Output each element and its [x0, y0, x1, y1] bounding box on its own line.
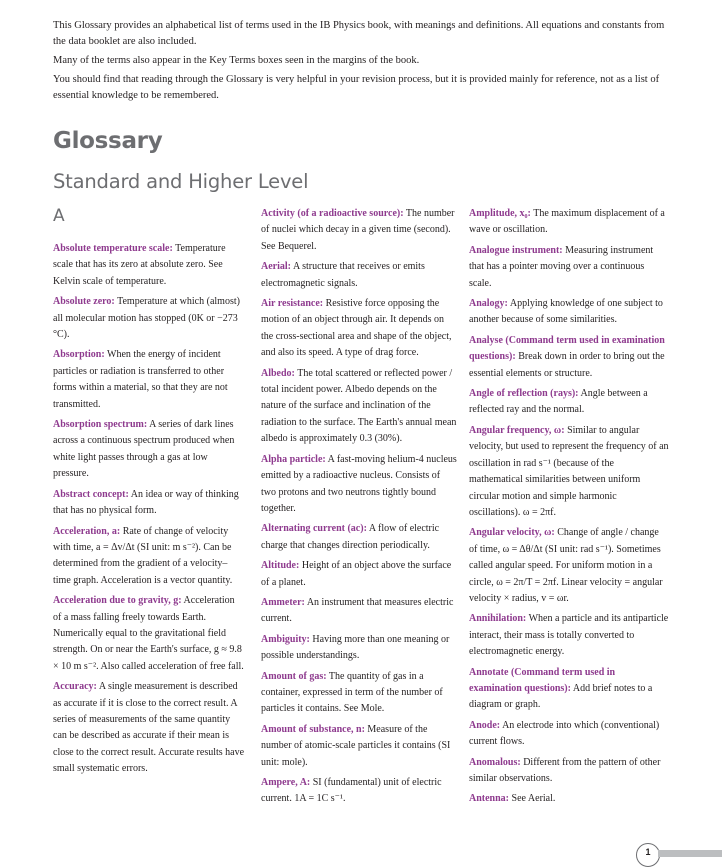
glossary-entry [53, 524, 245, 590]
entry-text: A fast-moving helium-4 nucleus emitted by a radioactive nucleus. Consists of two protons and two neutrons tightly bound together. [261, 453, 457, 514]
entry-text: A flow of electric charge that changes direction periodically. [261, 523, 440, 551]
entry-term: Absolute temperature scale: [53, 243, 173, 254]
entry-text: Temperature scale that has its zero at absolute zero. See Kelvin scale of temperature. [53, 243, 226, 287]
entry-term: Amplitude, x₀: [469, 208, 531, 219]
glossary-entry [261, 632, 457, 665]
glossary-entry [469, 718, 669, 751]
glossary-column-1 [53, 206, 245, 782]
glossary-entry [53, 487, 245, 520]
glossary-entry [53, 417, 245, 483]
entry-text: Break down in order to bring out the essential elements or structure. [469, 351, 665, 379]
page-subtitle: Standard and Higher Level [53, 170, 309, 193]
glossary-entry [261, 669, 457, 718]
page-number: 1 [636, 843, 660, 867]
glossary-entry [469, 206, 669, 239]
entry-term: Accuracy: [53, 681, 97, 693]
glossary-entry [261, 722, 457, 771]
glossary-entry [469, 755, 669, 788]
entry-term: Alpha particle: [261, 453, 326, 465]
entry-term: Acceleration, a: [53, 525, 121, 537]
entry-text: When a particle and its antiparticle interact, their mass is totally converted to electromagnetic energy. [469, 613, 669, 658]
glossary-entry [469, 243, 669, 292]
intro-paragraph: This Glossary provides an alphabetical list of terms used in the IB Physics book, with meanings and definitions. All equations and constants from the data booklet are also included. [53, 20, 665, 47]
intro-paragraph: You should find that reading through the Glossary is very helpful in your revision process, but it is provided mainly for reference, not as a list of essential knowledge to be remembered. [53, 74, 660, 101]
entry-text: An electrode into which (conventional) current flows. [469, 719, 660, 748]
entry-term: Absolute zero: [53, 296, 115, 308]
glossary-entry [261, 206, 457, 255]
entry-term: Altitude: [261, 560, 300, 572]
entry-text: The quantity of gas in a container, expressed in term of the number of particles it contains. See Mole. [261, 670, 443, 715]
intro-paragraph: Many of the terms also appear in the Key Terms boxes seen in the margins of the book. [53, 55, 420, 66]
entry-term: Aerial: [261, 261, 291, 273]
glossary-entry [469, 525, 669, 607]
entry-text: See Aerial. [511, 793, 556, 805]
glossary-entry [469, 296, 669, 329]
glossary-entry [53, 241, 245, 290]
glossary-column-3 [469, 206, 669, 812]
glossary-entry [469, 611, 669, 660]
glossary-entry [261, 259, 457, 292]
entry-text: Change of angle / change of time, ω = Δθ/Δt (SI unit: rad s⁻¹). Sometimes called angular speed. For uniform motion in a circle, ω = 2π/T = 2πf. Linear velocity = angular velocity × radius, v = ωr. [469, 527, 663, 604]
entry-term: Antenna: [469, 793, 510, 805]
entry-text: Height of an object above the surface of a planet. [261, 560, 452, 588]
entry-term: Abstract concept: [53, 488, 129, 500]
glossary-entry [53, 679, 245, 777]
entry-text: Rate of change of velocity with time, a = Δv/Δt (SI unit: m s⁻²). Can be determined from the gradient of a velocity–time graph. Acceleration is a vector quantity. [53, 525, 233, 586]
entry-term: Ambiguity: [261, 633, 310, 645]
glossary-entry [53, 294, 245, 343]
entry-term: Annotate (Command term used in examination questions): [469, 666, 616, 694]
entry-term: Ammeter: [261, 596, 305, 608]
entry-text: The total scattered or reflected power / total incident power. Albedo depends on the nature of the surface and inclination of the radiation to the surface. The Earth's annual mean albedo is approximately 0.3 (30%). [261, 367, 457, 445]
glossary-entry [53, 347, 245, 413]
entry-term: Analogue instrument: [469, 244, 563, 256]
entry-term: Absorption spectrum: [53, 419, 148, 431]
entry-term: Analogy: [469, 298, 508, 310]
entry-text: Measure of the number of atomic-scale particles it contains (SI unit: mole). [261, 723, 451, 768]
entry-text: An instrument that measures electric current. [261, 596, 454, 625]
entry-term: Absorption: [53, 349, 105, 361]
glossary-entry [469, 665, 669, 714]
glossary-entry [53, 593, 245, 675]
entry-text: Applying knowledge of one subject to another because of some similarities. [469, 298, 663, 326]
glossary-entry [261, 452, 457, 518]
entry-term: Analyse (Command term used in examination questions): [469, 334, 665, 363]
entry-text: The number of nuclei which decay in a given time (second). See Bequerel. [261, 208, 455, 252]
glossary-entry [469, 423, 669, 521]
entry-text: A structure that receives or emits electromagnetic signals. [261, 261, 425, 289]
entry-term: Activity (of a radioactive source): [261, 208, 404, 219]
entry-term: Ampere, A: [261, 777, 311, 788]
entry-text: The maximum displacement of a wave or oscillation. [469, 208, 665, 236]
entry-text: Similar to angular velocity, but used to represent the frequency of an oscillation in rad s⁻¹ (because of the mathematical similarities between uniform circular motion and simple harmonic oscillations). ω = 2πf. [469, 424, 669, 518]
section-letter: A [53, 206, 65, 226]
glossary-entry [261, 775, 457, 808]
entry-text: A single measurement is described as accurate if it is close to the correct result. A series of measurements of the same quantity can be described as accurate if their mean is close to the correct result. Accurate results have small systematic errors. [53, 681, 245, 775]
glossary-entry [261, 595, 457, 628]
entry-term: Air resistance: [261, 298, 324, 310]
entry-term: Angular velocity, ω: [469, 527, 555, 539]
page-title: Glossary [53, 128, 163, 154]
entry-text: Resistive force opposing the motion of an object through air. It depends on the cross-sectional area and shape of the object, and also its speed. A type of drag force. [261, 298, 452, 359]
entry-text: Measuring instrument that has a pointer moving over a continuous scale. [469, 244, 654, 289]
entry-text: Acceleration of a mass falling freely towards Earth. Numerically equal to the gravitational field strength. On or near the Earth's surface, g ≈ 9.8 × 10 m s⁻². Also called acceleration of free fall. [53, 595, 244, 672]
entry-term: Anode: [469, 719, 501, 731]
glossary-entry [469, 791, 669, 807]
glossary-entry [261, 521, 457, 554]
glossary-entry [261, 558, 457, 591]
entry-text: Temperature at which (almost) all molecular motion has stopped (0K or −273 °C). [53, 296, 240, 341]
entry-text: Add brief notes to a diagram or graph. [469, 682, 653, 711]
intro [53, 18, 677, 107]
entry-term: Anomalous: [469, 756, 521, 768]
glossary-entry [261, 296, 457, 362]
entry-text: SI (fundamental) unit of electric current. 1A = 1C s⁻¹. [261, 777, 442, 805]
entry-term: Amount of gas: [261, 670, 327, 682]
entry-term: Angular frequency, ω: [469, 424, 565, 436]
glossary-entry [469, 333, 669, 382]
entry-text: Different from the pattern of other similar observations. [469, 756, 661, 784]
entry-term: Amount of substance, n: [261, 723, 365, 735]
entry-term: Acceleration due to gravity, g: [53, 595, 182, 607]
entry-text: Having more than one meaning or possible understandings. [261, 633, 450, 662]
glossary-entry [469, 386, 669, 419]
footer-bar [658, 850, 722, 857]
entry-text: Angle between a reflected ray and the normal. [469, 388, 648, 416]
glossary-column-2 [261, 206, 457, 812]
entry-text: A series of dark lines across a continuous spectrum produced when white light passes through a gas at low pressure. [53, 419, 235, 480]
entry-term: Albedo: [261, 367, 295, 379]
entry-term: Alternating current (ac): [261, 523, 367, 535]
entry-term: Angle of reflection (rays): [469, 388, 579, 400]
entry-text: An idea or way of thinking that has no physical form. [53, 488, 239, 517]
glossary-entry [261, 366, 457, 448]
entry-term: Annihilation: [469, 613, 527, 625]
entry-text: When the energy of incident particles or radiation is transferred to other forms within a material, so that they are not transmitted. [53, 349, 228, 410]
